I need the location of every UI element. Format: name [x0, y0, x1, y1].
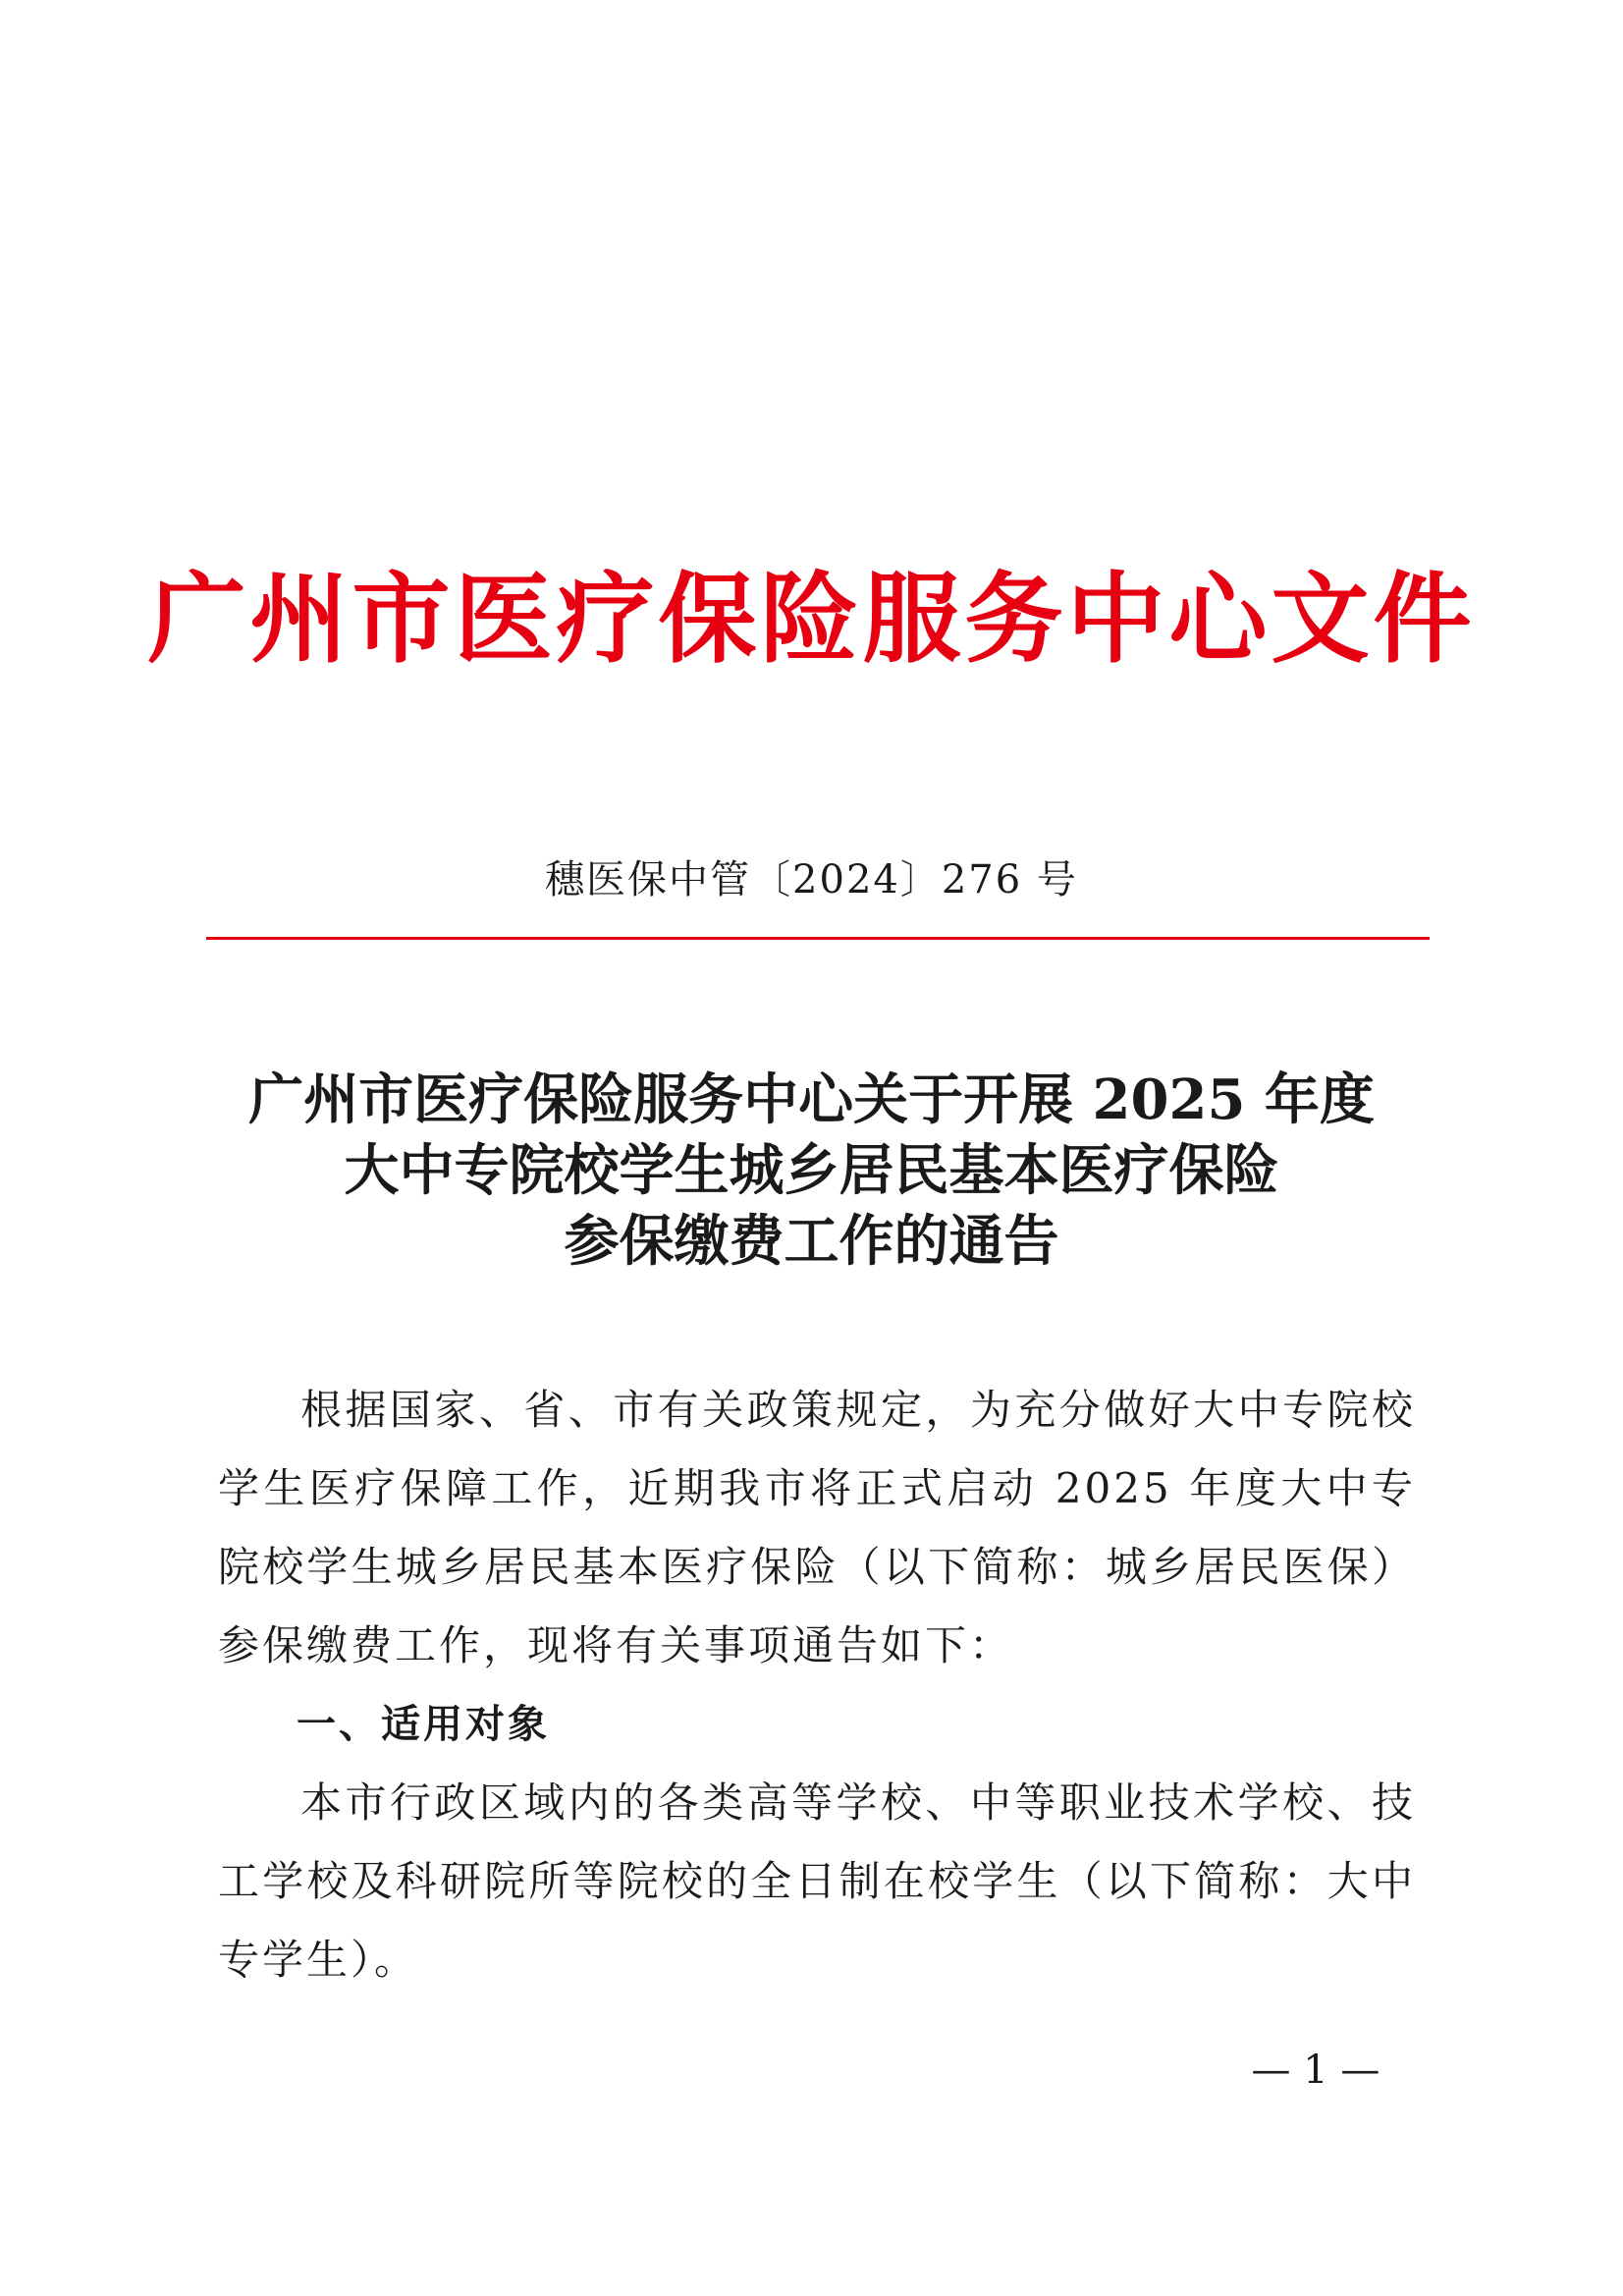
notice-body	[218, 1371, 1416, 1999]
notice-title-line-2: 大中专院校学生城乡居民基本医疗保险	[344, 1138, 1279, 1203]
section-1-paragraph: 本市行政区域内的各类高等学校、中等职业技术学校、技工学校及科研院所等院校的全日制在校学生（以下简称：大中专学生）。	[218, 1778, 1416, 1984]
section-heading-1: 一、适用对象	[297, 1702, 550, 1747]
notice-title	[0, 1065, 1623, 1277]
document-number: 穗医保中管〔2024〕276 号	[545, 857, 1078, 902]
notice-title-line-3: 参保缴费工作的通告	[564, 1209, 1059, 1274]
agency-header-title: 广州市医疗保险服务中心文件	[147, 561, 1476, 677]
page-number: — 1 —	[1251, 2048, 1380, 2093]
notice-title-line-1: 广州市医疗保险服务中心关于开展 2025 年度	[248, 1067, 1375, 1132]
red-divider-line	[206, 937, 1430, 940]
intro-paragraph: 根据国家、省、市有关政策规定，为充分做好大中专院校学生医疗保障工作，近期我市将正式启动 2025 年度大中专院校学生城乡居民基本医疗保险（以下简称：城乡居民医保）参保缴费工作，现将有关事项通告如下：	[218, 1386, 1416, 1669]
